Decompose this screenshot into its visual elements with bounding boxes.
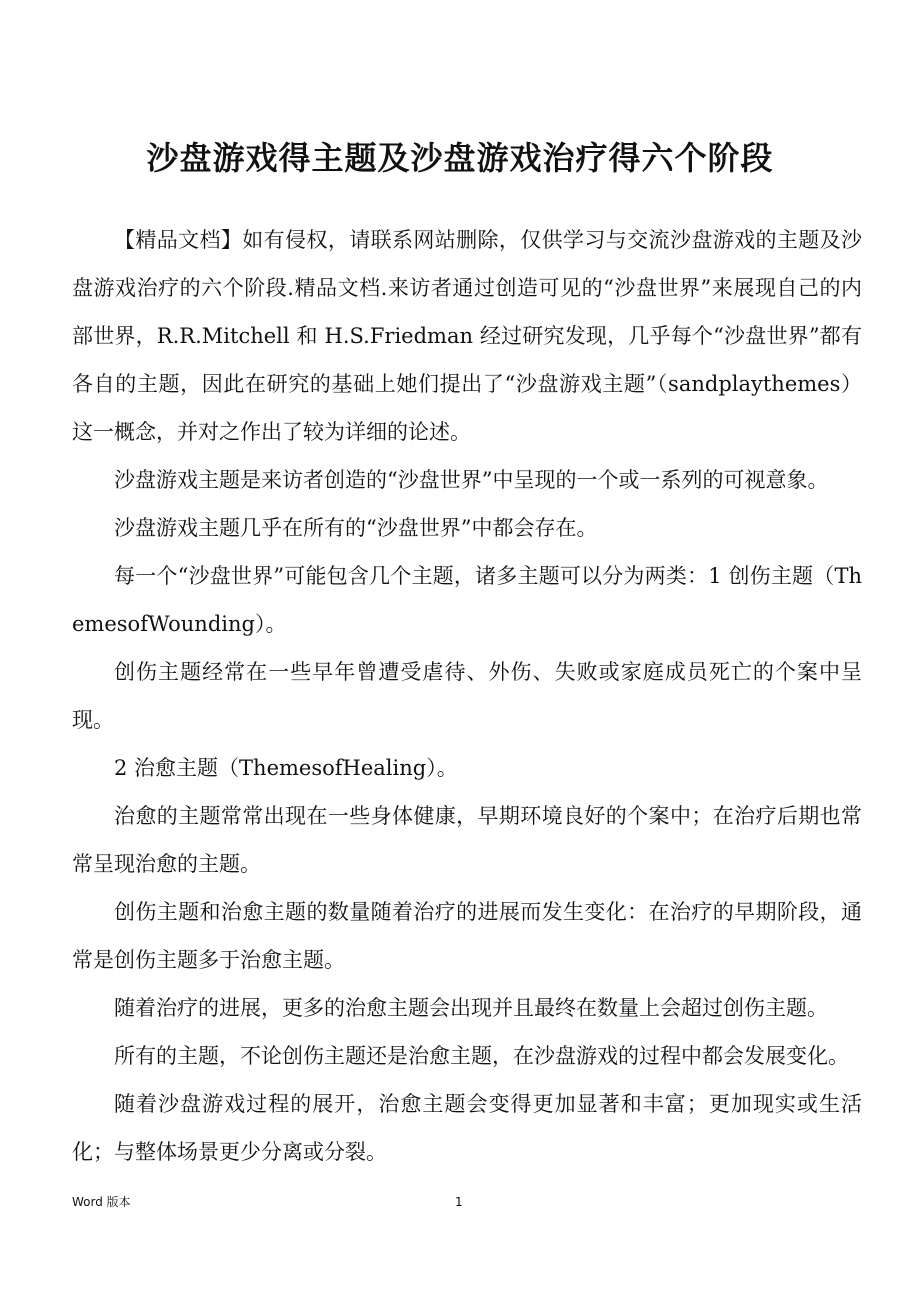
paragraph: 随着沙盘游戏过程的展开，治愈主题会变得更加显著和丰富；更加现实或生活化；与整体场景更少分离或分裂。 [72, 1092, 862, 1164]
page-number: 1 [455, 1195, 463, 1209]
footer-label: Word 版本 [72, 1195, 131, 1209]
paragraph: 所有的主题，不论创伤主题还是治愈主题，在沙盘游戏的过程中都会发展变化。 [114, 1044, 849, 1068]
paragraph: 沙盘游戏主题几乎在所有的“沙盘世界”中都会存在。 [114, 516, 598, 540]
paragraph: 沙盘游戏主题是来访者创造的“沙盘世界”中呈现的一个或一系列的可视意象。 [114, 468, 829, 492]
paragraph: 每一个“沙盘世界”可能包含几个主题，诸多主题可以分为两类：1 创伤主题（ThemesofWounding）。 [72, 564, 862, 636]
paragraph: 创伤主题和治愈主题的数量随着治疗的进展而发生变化：在治疗的早期阶段，通常是创伤主题多于治愈主题。 [72, 900, 862, 972]
paragraph: 随着治疗的进展，更多的治愈主题会出现并且最终在数量上会超过创伤主题。 [114, 996, 828, 1020]
paragraph: 治愈的主题常常出现在一些身体健康，早期环境良好的个案中；在治疗后期也常常呈现治愈的主题。 [72, 804, 862, 876]
paragraph: 创伤主题经常在一些早年曾遭受虐待、外伤、失败或家庭成员死亡的个案中呈现。 [72, 660, 862, 732]
document-body [72, 216, 862, 1176]
paragraph: 【精品文档】如有侵权，请联系网站删除，仅供学习与交流沙盘游戏的主题及沙盘游戏治疗的六个阶段.精品文档.来访者通过创造可见的“沙盘世界”来展现自己的内部世界，R.R.Mitchell 和 H.S.Friedman 经过研究发现，几乎每个“沙盘世界”都有各自的主题，因此在研究的基础上她们提出了“沙盘游戏主题”（sandplaythemes）这一概念，并对之作出了较为详细的论述。 [72, 228, 862, 444]
document-title: 沙盘游戏得主题及沙盘游戏治疗得六个阶段 [146, 139, 774, 177]
paragraph: 2 治愈主题（ThemesofHealing）。 [114, 756, 458, 780]
